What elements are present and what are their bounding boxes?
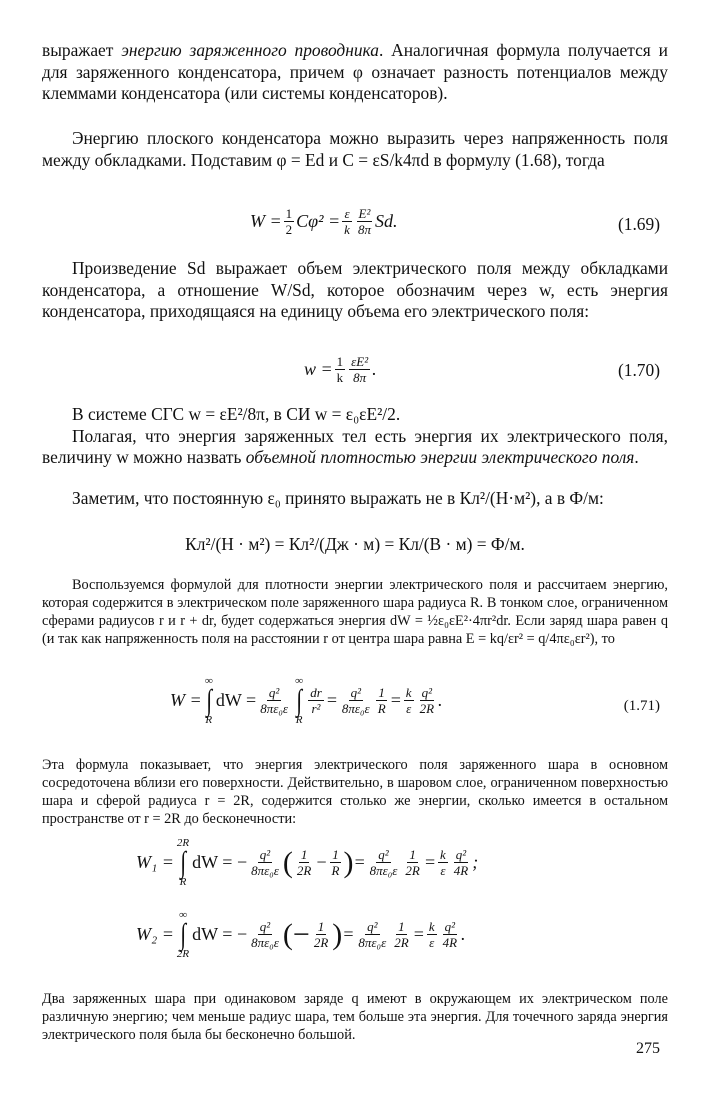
paragraph-2: Энергию плоского конденсатора можно выразить через напряженность поля между обкладками. Подставим φ = Ed и C = εS/k4πd в формулу (1.68), тогда	[42, 128, 668, 170]
paragraph-5: Полагая, что энергия заряженных тел есть энергия их электрического поля, величину w можно назвать объемной плотностью энергии электрического поля.	[42, 425, 668, 468]
emphasis-energy-of-conductor: энергию заряженного проводника	[121, 40, 379, 60]
small-paragraph-3: Два заряженных шара при одинаковом заряде q имеют в окружающем их электрическом поле различную энергию; чем меньше радиус шара, тем больше эта энергия. Для точечного заряда энергия электрического поля была бы бесконечно большой.	[42, 990, 668, 1043]
paragraph-4: В системе СГС w = εE²/8π, в СИ w = ε₀εE²/2.	[72, 404, 401, 424]
equation-W2: W₂ = ∞ ∫ 2R dW = − $\frac{\text{q²}}{\text{8πε₀ε}}$ (− $\frac{1}{2R}$ ) = $\frac{\text{q²}}{\text{8πε₀ε}}$ $\frac{1}{2R}$ = $\frac{k}{\varepsilon}$ $\frac{\text{q²}}{4R}$ .	[136, 908, 466, 960]
equation-number: (1.69)	[617, 214, 660, 234]
units-equation: Кл²/(Н · м²) = Кл²/(Дж · м) = Кл/(В · м) = Ф/м.	[185, 533, 525, 554]
paragraph-1: выражает энергию заряженного проводника. Аналогичная формула получается и для заряженного конденсатора, причем φ означает разность потенциалов между клеммами конденсатора (или системы конденсаторов).	[42, 40, 668, 104]
paragraph-3: Произведение Sd выражает объем электрического поля между обкладками конденсатора, а отношение W/Sd, которое обозначим через w, есть энергия конденсатора, приходящаяся на единицу объема его электрического поля:	[42, 258, 668, 322]
integral-sign: ∞ ∫ R	[295, 674, 303, 726]
equation-W1: W₁ = 2R ∫ R dW = − $\frac{\text{q²}}{\text{8πε₀ε}}$ ( $\frac{1}{2R}$ − $\frac{1}{R}$ ) = $\frac{\text{q²}}{\text{8πε₀ε}}$ $\frac{1}{2R}$ = $\frac{k}{\varepsilon}$ $\frac{\text{q²}}{4R}$ ;	[136, 836, 479, 888]
paragraph-6: Заметим, что постоянную ε₀ принято выражать не в Кл²/(Н·м²), а в Ф/м:	[72, 487, 604, 508]
integral-sign: ∞ ∫ 2R	[176, 908, 190, 960]
small-paragraph-1: Воспользуемся формулой для плотности энергии электрического поля и рассчитаем энергию, которая содержится в электрическом поле заряженного шара радиуса R. В тонком слое, ограниченном сферами радиусов r и r + dr, будет содержаться энергия dW = ½ε₀εE²·4πr²dr. Если заряд шара равен q (и так как напряженность поля на расстоянии r от центра шара равна E = kq/εr² = q/4πε₀εr²), то	[42, 576, 668, 648]
equation-number: (1.71)	[623, 697, 660, 714]
emphasis-energy-density: объемной плотностью энергии электрического поля	[245, 447, 635, 468]
integral-sign: 2R ∫ R	[176, 836, 190, 888]
equation-number: (1.70)	[617, 360, 660, 380]
integral-sign: ∞ ∫ R	[204, 674, 213, 726]
equation-1-70: w = $\frac{1}{k}$ $\frac{\text{εE²}}{8\pi}$ . (1.70)	[304, 354, 660, 385]
page-content	[42, 40, 668, 1044]
page-number: 275	[636, 1040, 660, 1057]
equation-1-69: W = $\frac{1}{2}$ Cφ² = $\frac{\varepsilon}{k}$ $\frac{\text{E²}}{8\pi}$ Sd. (1.69)	[250, 206, 660, 237]
equation-1-71: W = ∞ ∫ R dW = $\frac{\text{q²}}{\text{8πε₀ε}}$ ∞ ∫ R $\frac{dr}{\text{r²}}$ = $\frac{\text{q²}}{\text{8πε₀ε}}$ $\frac{1}{R}$ = $\frac{k}{\varepsilon}$ $\frac{\text{q²}}{2R}$ . (1.71)	[170, 674, 660, 726]
small-paragraph-2: Эта формула показывает, что энергия электрического поля заряженного шара в основном сосредоточена вблизи его поверхности. Действительно, в шаровом слое, ограниченном поверхностью шара и сферой радиуса r = 2R, содержится столько же энергии, сколько имеется в остальном пространстве от r = 2R до бесконечности:	[42, 756, 668, 828]
